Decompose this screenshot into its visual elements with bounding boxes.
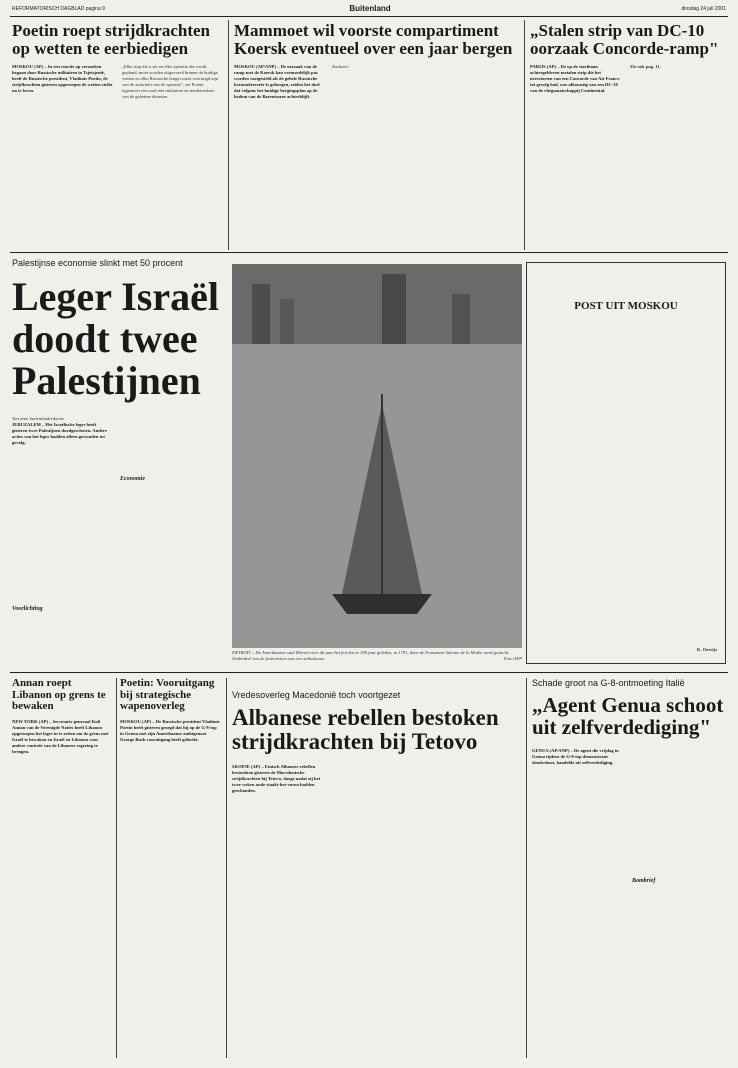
photo-caption <box>232 650 522 662</box>
article-poetin <box>12 22 224 100</box>
article-poetin-title: Poetin roept strijdkrachten op wetten te eerbiedigen <box>12 21 210 58</box>
article-leger-lead: JERUZALEM – Het Israëlische leger heeft gisteren twee Palestijnen doodgeschoten. Andere acties van het leger hadden alleen gewonden tot gevolg. <box>12 422 107 445</box>
article-mammoet-dateline: Zachariv <box>332 63 349 69</box>
article-genua-kicker: Schade groot na G-8-ontmoeting Italië <box>532 678 685 688</box>
photo-caption-text: DETROIT – De Amerikaanse stad Detroit viert dit jaar het feit dat ze 300 jaar geleden, in 1701, door de Fransman Antoine de la Mothe werd gesticht. Onderdeel van de festiviteiten was een zeilschouw. <box>232 650 510 661</box>
article-vooruitgang-lead: MOSKOU (AP) – De Russische president Vladimir Poetin heeft gisteren gezegd dat hij op de G-8-top in Genua met zijn Amerikaanse ambtgenoot George Bush vooruitgang heeft geboekt. <box>120 718 220 742</box>
article-vooruitgang <box>120 678 220 743</box>
header-section-title: Buitenland <box>349 4 391 13</box>
article-mammoet-lead: MOSKOU (AP/ANP) – De oorzaak van de ramp met de Koersk kan vermoedelijk pas worden vastgesteld als de gehele Russische kernonderzeeër is geborgen, zeiden het doel dat volgens het huidige bergingsplan op de bodem van de Barentszzee achterblijft. <box>234 63 320 99</box>
post-uit-moskou-box <box>526 262 726 664</box>
article-stalen-title: „Stalen strip van DC-10 oorzaak Concorde-ramp" <box>530 21 719 58</box>
header-newspaper-name: REFORMATORISCH DAGBLAD pagina 9 <box>12 6 105 12</box>
article-stalen <box>530 22 726 94</box>
column-divider <box>228 20 229 250</box>
article-stalen-lead: PARIJS (AP) – De op de startbaan achtergebleven metalen strip die het neerstorten van een Concorde van Air France tot gevolg had, was afkomstig van een DC-10 van de vliegmaatschappij Continental. <box>530 63 620 93</box>
article-leger-kicker: Palestijnse economie slinkt met 50 procent <box>12 258 183 268</box>
column-divider <box>526 678 527 1058</box>
detroit-photo <box>232 264 522 648</box>
article-leger-sub-economie: Economie <box>120 476 145 482</box>
article-mammoet-title: Mammoet wil voorste compartiment Koersk eventueel over een jaar bergen <box>234 21 513 58</box>
article-genua <box>532 678 726 884</box>
column-divider <box>226 678 227 1058</box>
header-rule <box>10 16 728 17</box>
city-skyline <box>232 264 522 344</box>
article-vooruitgang-title: Poetin: Vooruitgang bij strategische wapenoverleg <box>120 677 215 713</box>
article-stalen-end: Zie ook pag. 11. <box>630 63 661 69</box>
photo-credit: Foto AFP <box>503 656 522 661</box>
post-uit-moskou-signature: K. Oerrijs <box>696 647 717 652</box>
article-albanese-lead: SKOPJE (AP) – Etnisch Albanese rebellen bestookten gisteren de Macedonische strijdkrachten bij Tetovo, daags nadat zij het twee weken oude staakt-het-vuren hadden geschonden. <box>232 764 321 794</box>
article-annan <box>12 678 112 755</box>
article-genua-title: „Agent Genua schoot uit zelfverdediging" <box>532 693 724 740</box>
article-albanese <box>232 690 522 794</box>
article-annan-lead: NEW YORK (AP) – Secretaris-generaal Kofi Annan van de Verenigde Naties heeft Libanon opgeroepen het leger in te zetten om de grens met Israël te bewaken en Israël en Libanon voor andere controle van de Libanese regering te brengen. <box>12 718 109 754</box>
column-divider <box>524 20 525 250</box>
photo-illustration <box>232 264 522 648</box>
header-date: dinsdag 24 juli 2001 <box>681 6 726 12</box>
article-albanese-title: Albanese rebellen bestoken strijdkrachten bij Tetovo <box>232 705 499 755</box>
tall-ship-hull <box>332 594 432 614</box>
article-poetin-quote: „Elke stap die u zet en elke operatie die wordt gepland, moet worden uitgevoerd binnen de huidige wetten en elke Russische burger moet overtuigd zijn van de autoriteit van de operatie", zei Poetin tegenover een zaal met militairen en medewerkers van de geheime diensten. <box>122 63 219 99</box>
article-albanese-kicker: Vredesoverleg Macedonië toch voortgezet <box>232 690 401 700</box>
article-poetin-lead: MOSKOU (AP) – In een reactie op verzoeken begaan door Russische militairen in Tsjetsjenië, heeft de Russische president, Vladimir Poetin, de strijdkrachten gisteren opgeroepen de wetten strikt na te leven. <box>12 63 113 93</box>
article-leger-title: Leger Israël doodt twee Palestijnen <box>12 274 219 403</box>
article-genua-lead: GENUA (AP/ANP) – De agent die vrijdag in Genua tijdens de G-8-top demonstrant doodschoot, handelde uit zelfverdediging. <box>532 748 619 766</box>
column-divider <box>116 678 117 1058</box>
article-annan-title: Annan roept Libanon op grens te bewaken <box>12 677 106 713</box>
section-rule <box>10 252 728 253</box>
section-rule <box>10 672 728 673</box>
article-genua-sub-bombrief: Bombrief <box>632 878 656 884</box>
article-leger <box>12 258 228 612</box>
article-mammoet <box>234 22 520 100</box>
article-leger-sub-voorlichting: Voorlichting <box>12 606 43 612</box>
post-uit-moskou-title: POST UIT MOSKOU <box>574 300 678 312</box>
article-leger-byline: Van onze buitenlandredactie <box>12 416 65 421</box>
